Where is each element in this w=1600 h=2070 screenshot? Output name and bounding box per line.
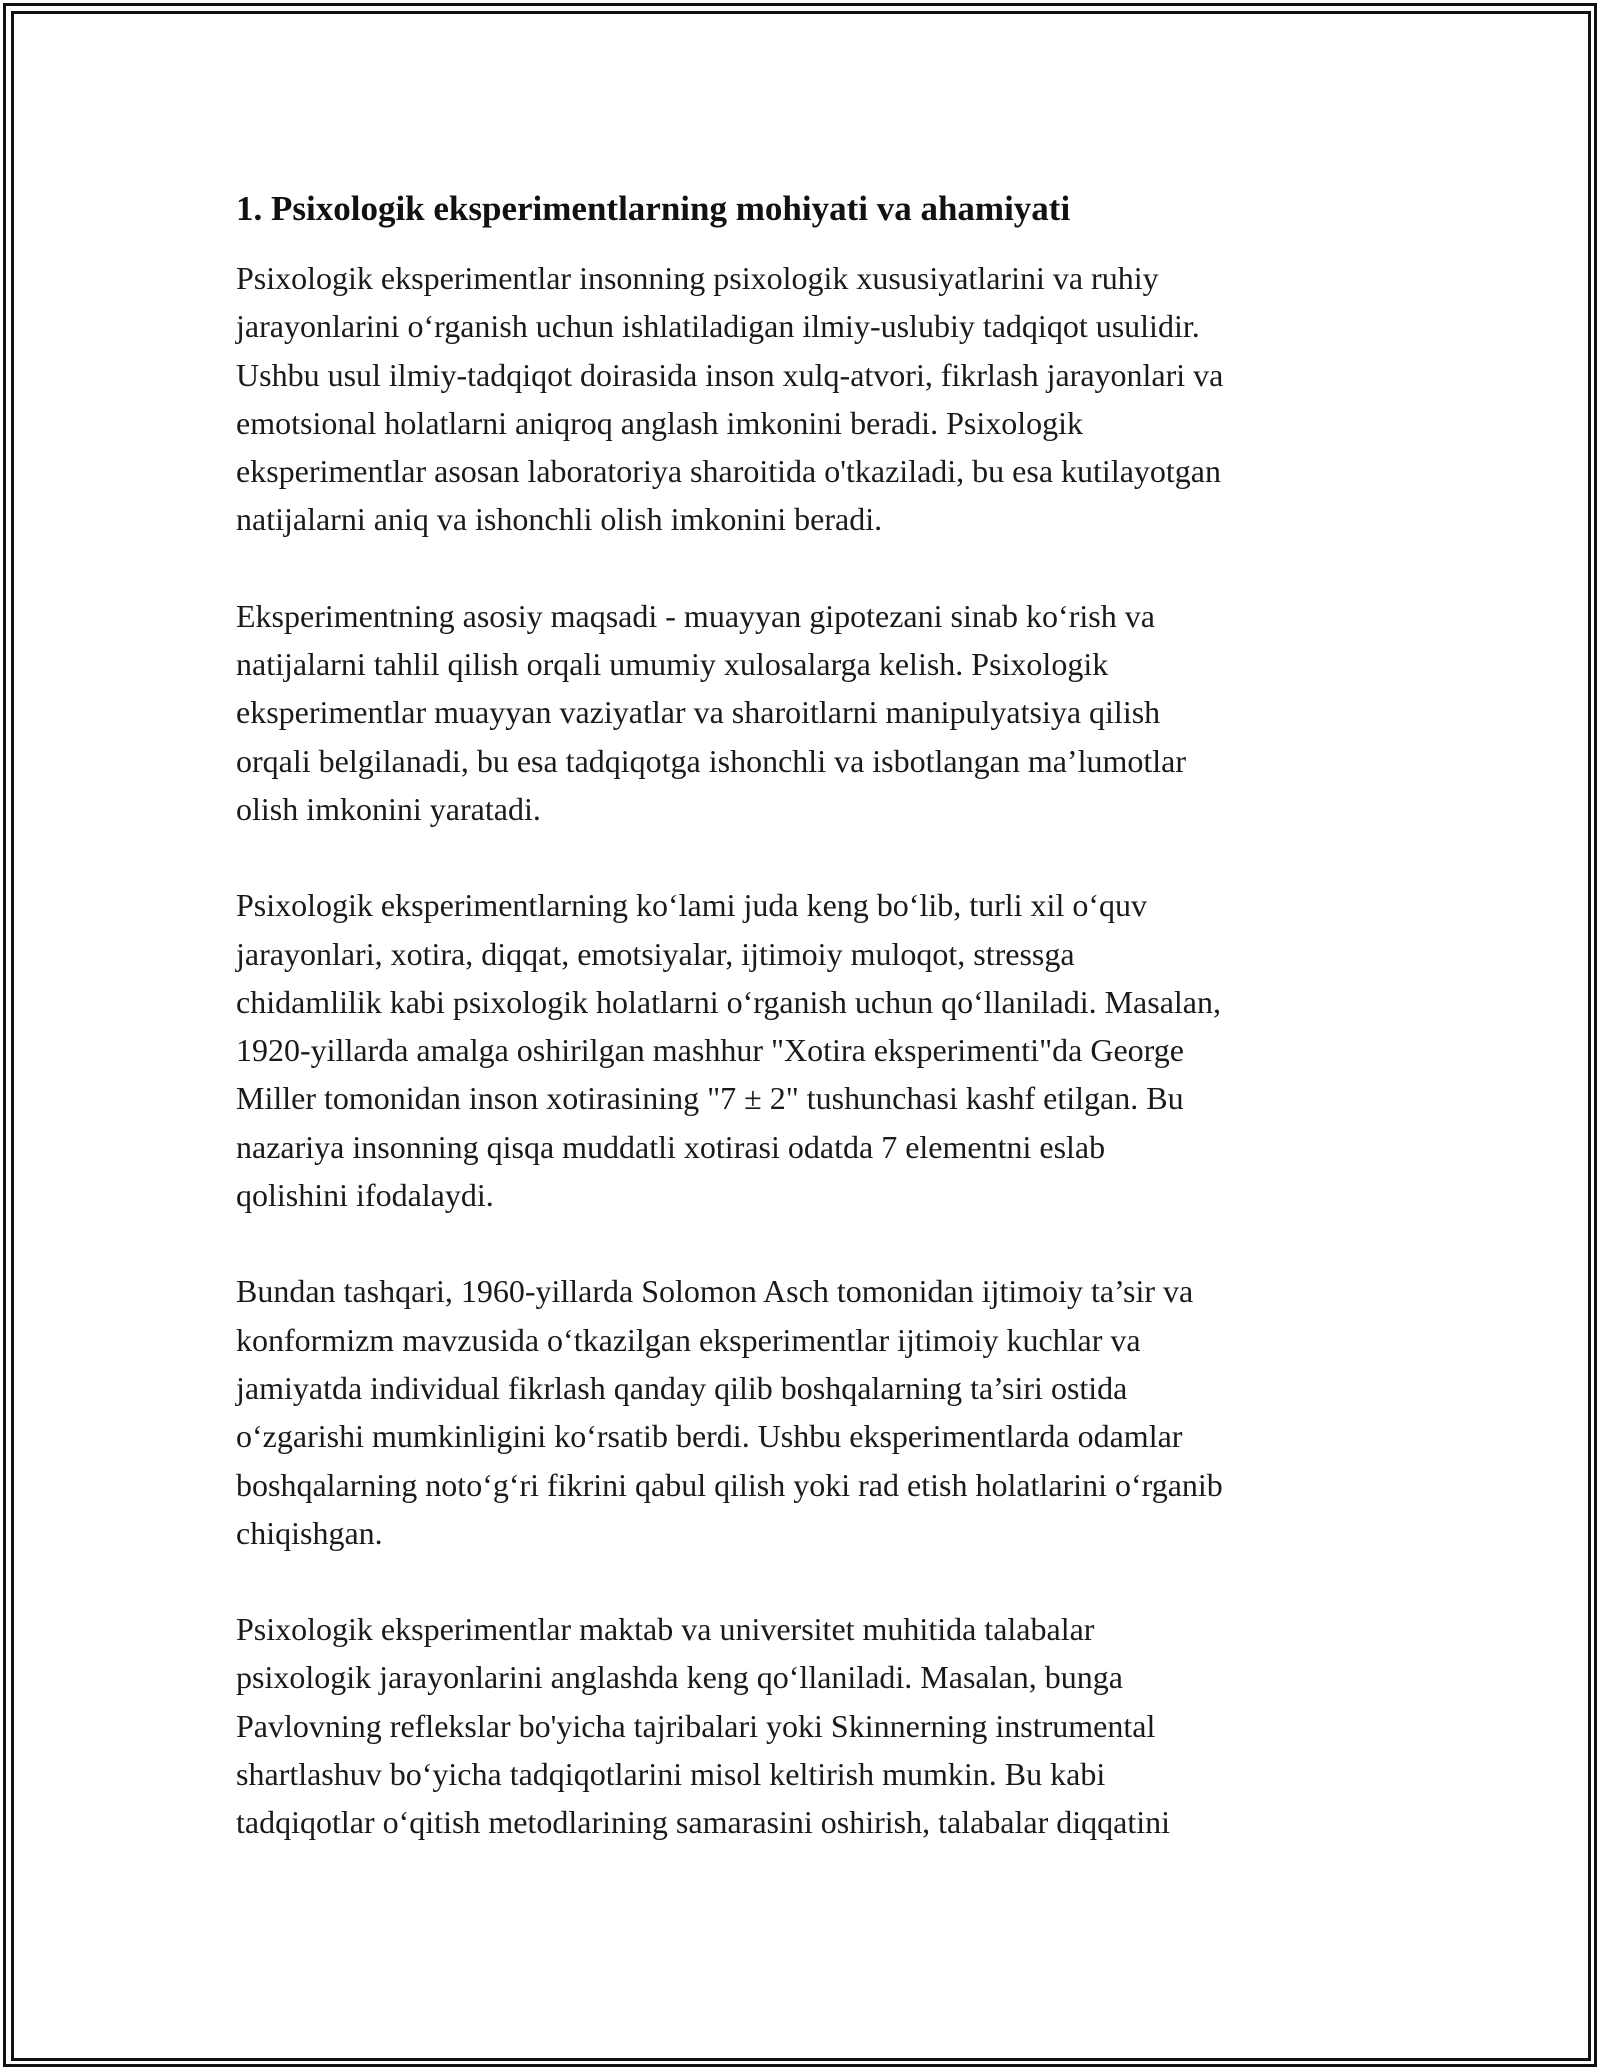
text-line: jarayonlari, xotira, diqqat, emotsiyalar, ijtimoiy muloqot, stressga xyxy=(236,935,1075,972)
paragraph xyxy=(236,1605,1376,1846)
section-heading: 1. Psixologik eksperimentlarning mohiyati va ahamiyati xyxy=(236,189,1071,228)
text-line: psixologik jarayonlarini anglashda keng qo‘llaniladi. Masalan, bunga xyxy=(236,1659,1123,1696)
paragraph xyxy=(236,592,1376,833)
paragraph xyxy=(236,1267,1376,1557)
text-line: chidamlilik kabi psixologik holatlarni o‘rganish uchun qo‘llaniladi. Masalan, xyxy=(236,983,1221,1020)
text-line: 1920-yillarda amalga oshirilgan mashhur "Xotira eksperimenti"da George xyxy=(236,1032,1184,1069)
text-line: tadqiqotlar o‘qitish metodlarining samarasini oshirish, talabalar diqqatini xyxy=(236,1804,1171,1841)
text-line: Ushbu usul ilmiy-tadqiqot doirasida inson xulq-atvori, fikrlash jarayonlari va xyxy=(236,356,1224,393)
text-line: Eksperimentning asosiy maqsadi - muayyan gipotezani sinab ko‘rish va xyxy=(236,597,1155,634)
text-line: jarayonlarini o‘rganish uchun ishlatiladigan ilmiy-uslubiy tadqiqot usulidir. xyxy=(236,308,1200,345)
text-line: o‘zgarishi mumkinligini ko‘rsatib berdi. Ushbu eksperimentlarda odamlar xyxy=(236,1418,1183,1455)
paragraph xyxy=(236,254,1376,544)
text-line: jamiyatda individual fikrlash qanday qilib boshqalarning ta’siri ostida xyxy=(236,1369,1128,1406)
paragraph xyxy=(236,881,1376,1219)
text-line: orqali belgilanadi, bu esa tadqiqotga ishonchli va isbotlangan ma’lumotlar xyxy=(236,742,1186,779)
text-line: emotsional holatlarni aniqroq anglash imkonini beradi. Psixologik xyxy=(236,404,1083,441)
text-line: Psixologik eksperimentlar maktab va universitet muhitida talabalar xyxy=(236,1611,1095,1648)
text-line: Psixologik eksperimentlar insonning psixologik xususiyatlarini va ruhiy xyxy=(236,260,1159,296)
text-line: chiqishgan. xyxy=(236,1514,383,1551)
text-line: shartlashuv bo‘yicha tadqiqotlarini misol keltirish mumkin. Bu kabi xyxy=(236,1756,1106,1793)
text-line: Pavlovning reflekslar bo'yicha tajribalari yoki Skinnerning instrumental xyxy=(236,1707,1156,1744)
text-line: olish imkonini yaratadi. xyxy=(236,790,541,827)
text-line: boshqalarning noto‘g‘ri fikrini qabul qilish yoki rad etish holatlarini o‘rganib xyxy=(236,1466,1223,1503)
document-body xyxy=(236,186,1376,1895)
text-line: eksperimentlar muayyan vaziyatlar va sharoitlarni manipulyatsiya qilish xyxy=(236,694,1161,731)
text-line: Psixologik eksperimentlarning ko‘lami juda keng bo‘lib, turli xil o‘quv xyxy=(236,887,1147,924)
text-line: qolishini ifodalaydi. xyxy=(236,1177,494,1214)
text-line: Bundan tashqari, 1960-yillarda Solomon Asch tomonidan ijtimoiy ta’sir va xyxy=(236,1273,1194,1310)
text-line: eksperimentlar asosan laboratoriya sharoitida o'tkaziladi, bu esa kutilayotgan xyxy=(236,453,1221,490)
text-line: natijalarni tahlil qilish orqali umumiy xulosalarga kelish. Psixologik xyxy=(236,646,1109,683)
text-line: nazariya insonning qisqa muddatli xotirasi odatda 7 elementni eslab xyxy=(236,1128,1106,1165)
text-line: natijalarni aniq va ishonchli olish imkonini beradi. xyxy=(236,501,883,538)
text-line: konformizm mavzusida o‘tkazilgan eksperimentlar ijtimoiy kuchlar va xyxy=(236,1321,1141,1358)
text-line: Miller tomonidan inson xotirasining "7 ± 2" tushunchasi kashf etilgan. Bu xyxy=(236,1080,1184,1117)
